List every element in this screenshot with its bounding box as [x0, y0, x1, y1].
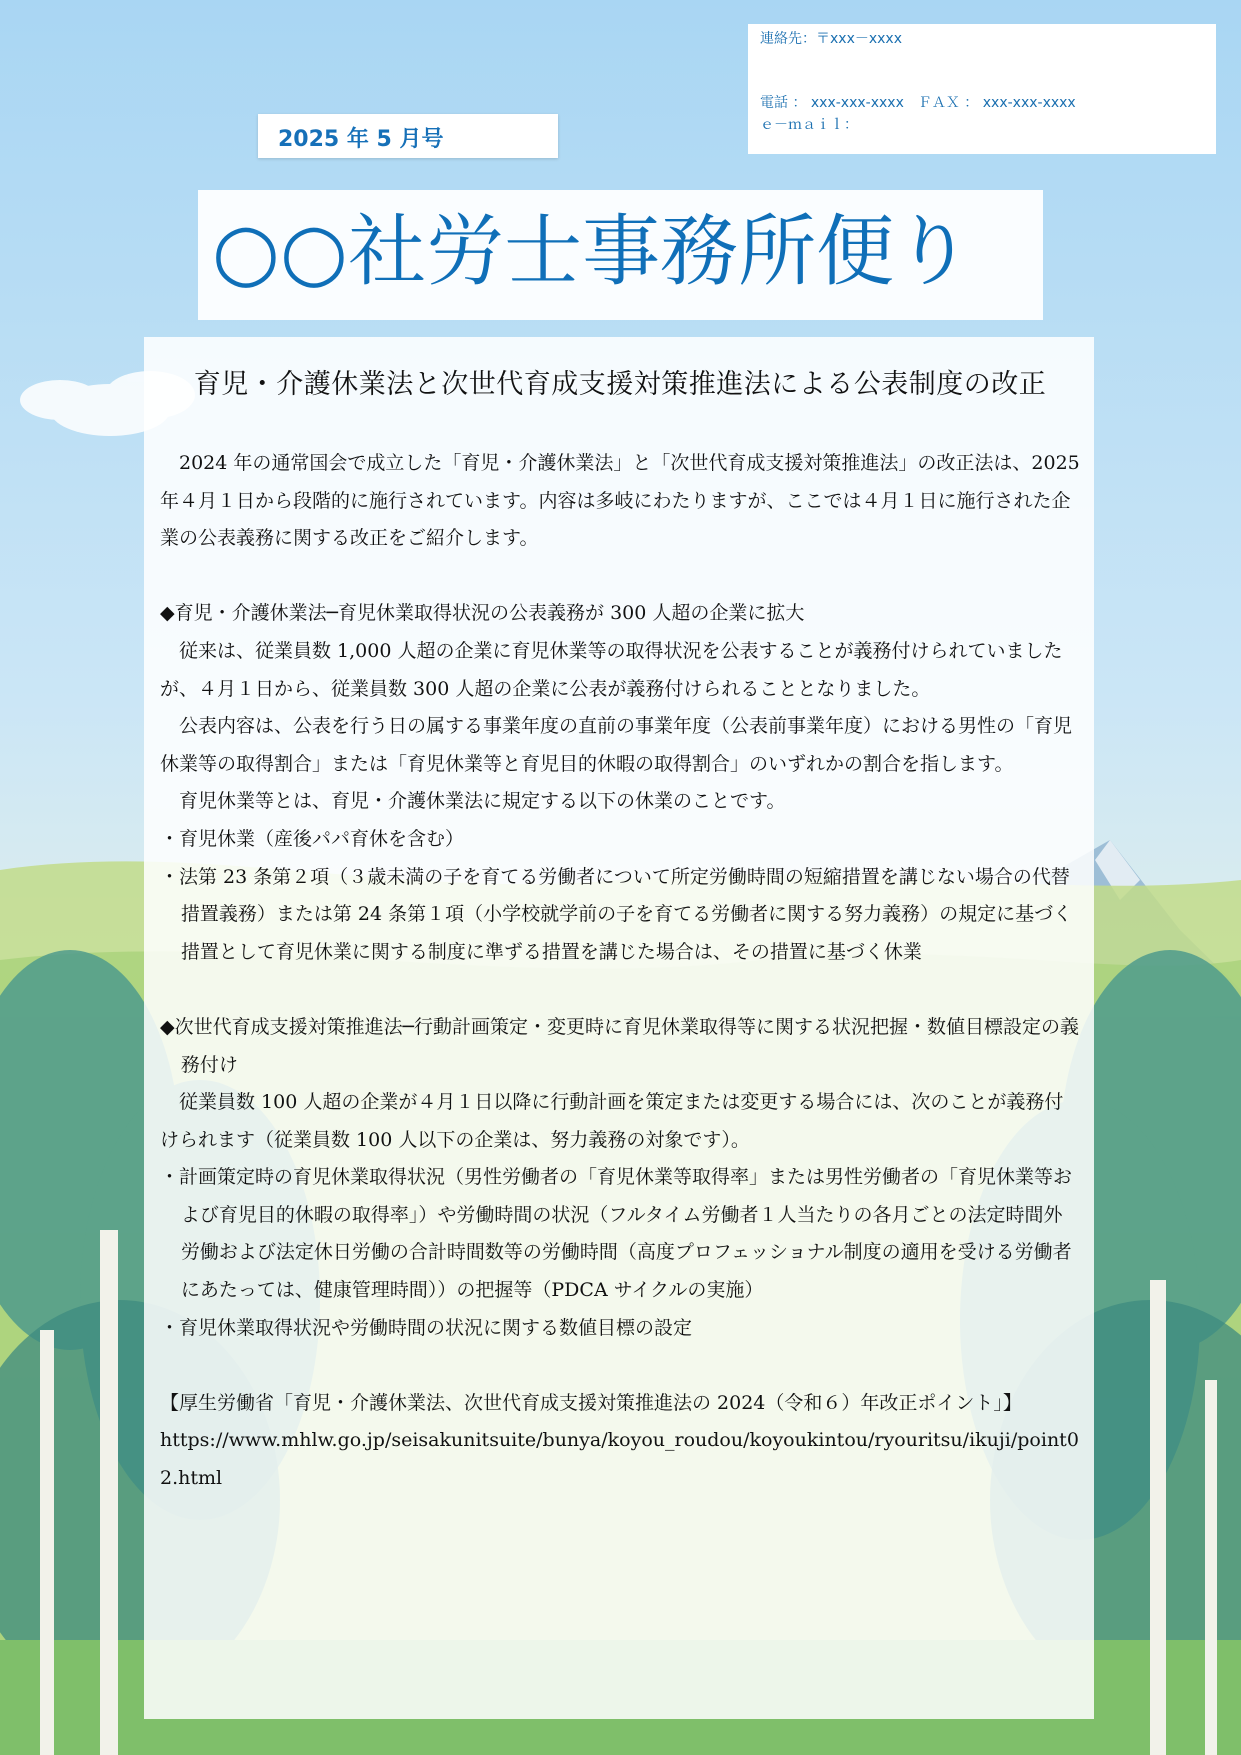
- article-panel: [144, 337, 1094, 1719]
- list-item: ・法第 23 条第２項（３歳未満の子を育てる労働者について所定労働時間の短縮措置を講じない場合の代替措置義務）または第 24 条第１項（小学校就学前の子を育てる労働者に関する努力義務）の規定に基づく措置として育児休業に関する制度に準ずる措置を講じた場合は、その措置に基づく休業: [160, 865, 1073, 963]
- issue-label: 2025 年 5 月号: [258, 114, 558, 158]
- article-title: 育児・介護休業法と次世代育成支援対策推進法による公表制度の改正: [193, 369, 1047, 400]
- section1-heading: ◆育児・介護休業法─育児休業取得状況の公表義務が 300 人超の企業に拡大: [160, 602, 805, 625]
- section1-paragraph: 公表内容は、公表を行う日の属する事業年度の直前の事業年度（公表前事業年度）における男性の「育児休業等の取得割合」または「育児休業等と育児目的休暇の取得割合」のいずれかの割合を指します。: [160, 715, 1073, 775]
- contact-address: 連絡先：〒xxx－xxxx: [760, 31, 902, 47]
- list-item: ・計画策定時の育児休業取得状況（男性労働者の「育児休業等取得率」または男性労働者の「育児休業等および育児目的休暇の取得率」）や労働時間の状況（フルタイム労働者１人当たりの各月ごとの法定時間外労働および法定休日労働の合計時間数等の労働時間（高度プロフェッショナル制度の適用を受ける労働者にあたっては、健康管理時間））の把握等（PDCA サイクルの実施）: [160, 1166, 1073, 1302]
- list-item: ・育児休業取得状況や労働時間の状況に関する数値目標の設定: [160, 1316, 693, 1339]
- newsletter-title: ○○社労士事務所便り: [212, 207, 973, 297]
- title-box: [198, 190, 1043, 320]
- contact-box: [748, 24, 1216, 154]
- reference-label: 【厚生労働省「育児・介護休業法、次世代育成支援対策推進法の 2024（令和６）年改正ポイント」】: [160, 1391, 1022, 1414]
- contact-phone-fax: 電話 ： xxx-xxx-xxxx ＦＡＸ ： xxx-xxx-xxxx: [760, 95, 1076, 111]
- section2-paragraph: 従業員数 100 人超の企業が４月１日以降に行動計画を策定または変更する場合には、次のことが義務付けられます（従業員数 100 人以下の企業は、努力義務の対象です）。: [160, 1091, 1064, 1151]
- section1-paragraph: 育児休業等とは、育児・介護休業法に規定する以下の休業のことです。: [179, 790, 786, 813]
- section1-paragraph: 従来は、従業員数 1,000 人超の企業に育児休業等の取得状況を公表することが義務付けられていましたが、４月１日から、従業員数 300 人超の企業に公表が義務付けられることとなりました。: [160, 639, 1063, 700]
- article-intro: 2024 年の通常国会で成立した「育児・介護休業法」と「次世代育成支援対策推進法」の改正法は、2025 年４月１日から段階的に施行されています。内容は多岐にわたりますが、ここでは４月１日に施行された企業の公表義務に関する改正をご紹介します。: [160, 452, 1080, 550]
- section2-heading: ◆次世代育成支援対策推進法─行動計画策定・変更時に育児休業取得等に関する状況把握・数値目標設定の義務付け: [160, 1015, 1080, 1076]
- list-item: ・育児休業（産後パパ育休を含む）: [160, 827, 465, 850]
- reference-url[interactable]: https://www.mhlw.go.jp/seisakunitsuite/bunya/koyou_roudou/koyoukintou/ryouritsu/ikuji/point02.html: [160, 1429, 1079, 1490]
- contact-email: ｅ－ｍａｉｌ：: [760, 117, 858, 133]
